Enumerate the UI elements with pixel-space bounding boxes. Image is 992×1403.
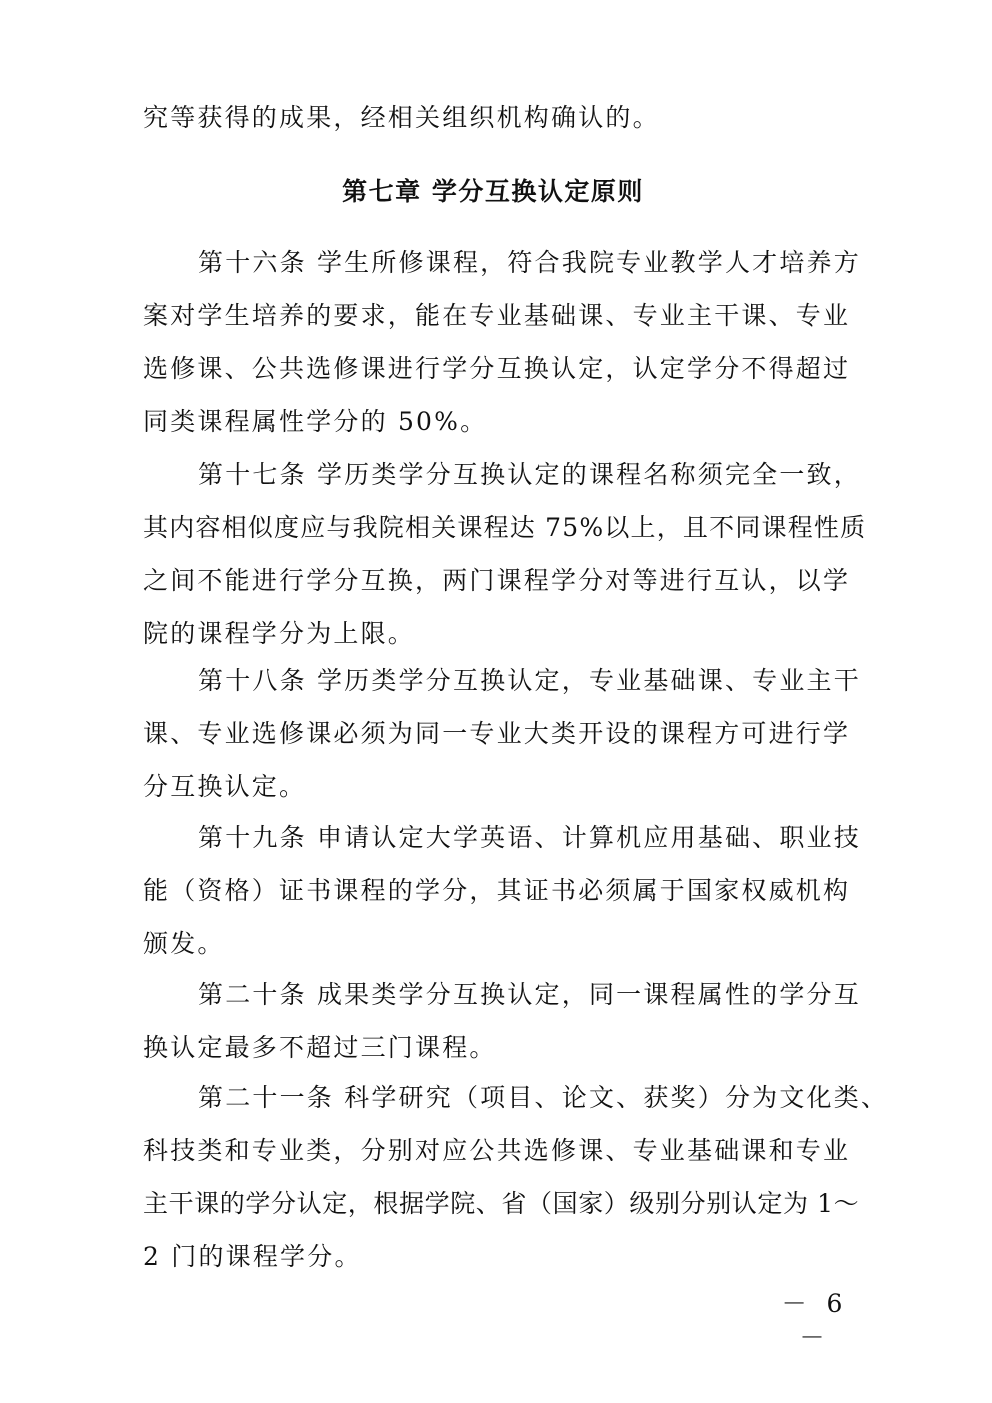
chapter-title: 第七章 学分互换认定原则 (342, 177, 644, 206)
paragraph-line: 分互换认定。 (143, 772, 307, 801)
paragraph-line: 第二十一条 科学研究（项目、论文、获奖）分为文化类、 (198, 1083, 889, 1112)
paragraph-line: 科技类和专业类，分别对应公共选修课、专业基础课和专业 (143, 1136, 851, 1165)
paragraph-line: 2 门的课程学分。 (143, 1242, 362, 1271)
paragraph-line: 第十九条 申请认定大学英语、计算机应用基础、职业技 (198, 823, 861, 852)
paragraph-line: 主干课的学分认定，根据学院、省（国家）级别分别认定为 1～ (143, 1189, 860, 1218)
paragraph-line: 第十六条 学生所修课程，符合我院专业教学人才培养方 (198, 248, 861, 277)
paragraph-line: 第二十条 成果类学分互换认定，同一课程属性的学分互 (198, 980, 861, 1009)
paragraph-line: 其内容相似度应与我院相关课程达 75%以上，且不同课程性质 (143, 513, 867, 542)
paragraph-line: 能（资格）证书课程的学分，其证书必须属于国家权威机构 (143, 876, 851, 905)
paragraph-line: 课、专业选修课必须为同一专业大类开设的课程方可进行学 (143, 719, 851, 748)
paragraph-line: 案对学生培养的要求，能在专业基础课、专业主干课、专业 (143, 301, 851, 330)
paragraph-line: 颁发。 (143, 929, 225, 958)
paragraph-line: 之间不能进行学分互换，两门课程学分对等进行互认，以学 (143, 566, 851, 595)
paragraph-line: 第十七条 学历类学分互换认定的课程名称须完全一致， (198, 460, 861, 489)
paragraph-line: 换认定最多不超过三门课程。 (143, 1033, 497, 1062)
continuation-line: 究等获得的成果，经相关组织机构确认的。 (143, 103, 660, 132)
paragraph-line: 选修课、公共选修课进行学分互换认定，认定学分不得超过 (143, 354, 851, 383)
paragraph-line: 院的课程学分为上限。 (143, 619, 416, 648)
paragraph-line: 同类课程属性学分的 50%。 (143, 407, 488, 436)
page-number: － 6 － (781, 1289, 849, 1352)
paragraph-line: 第十八条 学历类学分互换认定，专业基础课、专业主干 (198, 666, 861, 695)
